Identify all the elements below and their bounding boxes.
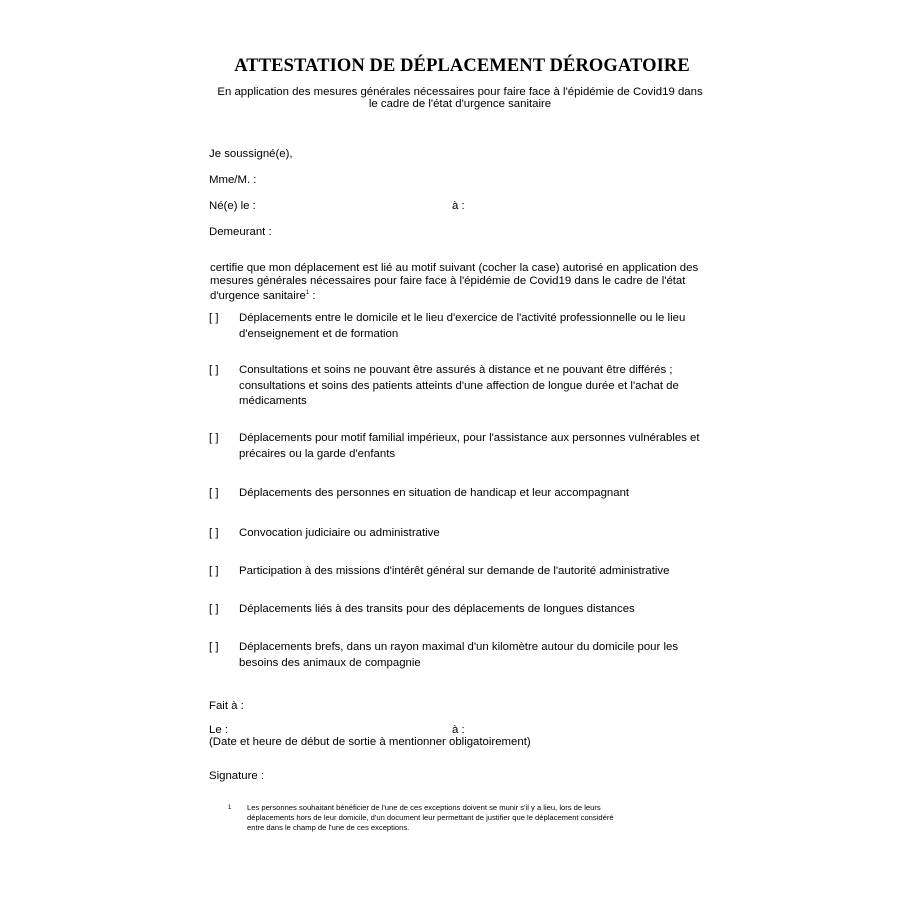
motif-label-line: médicaments	[239, 395, 307, 407]
motif-checkbox[interactable]: [ ]	[209, 603, 219, 615]
certify-line-text: d'urgence sanitaire	[210, 290, 306, 302]
document-title: ATTESTATION DE DÉPLACEMENT DÉROGATOIRE	[234, 56, 690, 76]
footnote-line: Les personnes souhaitant bénéficier de l'une de ces exceptions doivent se munir s'il y a lieu, lors de leurs	[247, 803, 601, 812]
date-field[interactable]: Le :	[209, 724, 228, 736]
certify-line: mesures générales nécessaires pour faire face à l'épidémie de Covid19 dans le cadre de l'état	[210, 274, 686, 287]
motif-label-line: Déplacements liés à des transits pour des déplacements de longues distances	[239, 603, 635, 615]
footnote-reference: 1	[305, 290, 310, 296]
motif-checkbox[interactable]: [ ]	[209, 527, 219, 539]
motif-label-line: Consultations et soins ne pouvant être assurés à distance et ne pouvant être différés ;	[239, 364, 673, 376]
motif-label	[239, 526, 694, 542]
motif-label-line: Participation à des missions d'intérêt général sur demande de l'autorité administrative	[239, 565, 670, 577]
certification-paragraph	[210, 262, 699, 303]
motif-checkbox[interactable]: [ ]	[209, 641, 219, 653]
birth-date-field[interactable]: Né(e) le :	[209, 200, 256, 212]
mme-m-field[interactable]: Mme/M. :	[209, 174, 257, 186]
certify-line: certifie que mon déplacement est lié au motif suivant (cocher la case) autorisé en application des	[210, 262, 699, 274]
motif-label-line: besoins des animaux de compagnie	[239, 656, 421, 669]
motif-label-line: précaires ou la garde d'enfants	[239, 447, 396, 460]
certify-line-end: :	[309, 290, 316, 302]
fait-a-field[interactable]: Fait à :	[209, 700, 244, 712]
footnote-text	[247, 803, 697, 833]
time-field[interactable]: à :	[452, 724, 465, 736]
motif-label	[239, 431, 700, 462]
document-subtitle	[150, 86, 770, 110]
motif-label-line: d'enseignement et de formation	[239, 327, 399, 340]
motif-label-line: Convocation judiciaire ou administrative	[239, 527, 440, 539]
soussigne-label: Je soussigné(e),	[209, 148, 293, 160]
birth-place-field[interactable]: à :	[452, 200, 465, 212]
motif-checkbox[interactable]: [ ]	[209, 364, 219, 376]
footnote-line: déplacements hors de leur domicile, d'un document leur permettant de justifier que le déplacement considéré	[247, 813, 614, 822]
address-field[interactable]: Demeurant :	[209, 226, 272, 238]
motif-label	[239, 311, 694, 342]
certify-line	[210, 287, 690, 303]
motif-checkbox[interactable]: [ ]	[209, 565, 219, 577]
motif-label-line: Déplacements des personnes en situation de handicap et leur accompagnant	[239, 487, 630, 499]
motif-label	[239, 602, 694, 618]
footnote-mark: 1	[228, 805, 232, 811]
motif-label-line: consultations et soins des patients atteints d'une affection de longue durée et l'achat de	[239, 379, 679, 392]
footnote-line: entre dans le champ de l'une de ces exceptions.	[247, 823, 410, 832]
signature-field[interactable]: Signature :	[209, 770, 265, 782]
motif-label	[239, 564, 694, 580]
motif-label-line: Déplacements entre le domicile et le lieu d'exercice de l'activité professionnelle ou le lieu	[239, 312, 686, 324]
motif-checkbox[interactable]: [ ]	[209, 432, 219, 444]
motif-label	[239, 486, 694, 502]
subtitle-line: le cadre de l'état d'urgence sanitaire	[368, 98, 552, 110]
subtitle-line: En application des mesures générales nécessaires pour faire face à l'épidémie de Covid19 dans	[217, 86, 703, 98]
motif-label	[239, 640, 694, 671]
date-note: (Date et heure de début de sortie à mentionner obligatoirement)	[209, 736, 531, 748]
motif-label-line: Déplacements brefs, dans un rayon maximal d'un kilomètre autour du domicile pour les	[239, 641, 679, 653]
motif-label-line: Déplacements pour motif familial impérieux, pour l'assistance aux personnes vulnérables et	[239, 432, 700, 444]
motif-checkbox[interactable]: [ ]	[209, 312, 219, 324]
motif-label	[239, 363, 694, 410]
motif-checkbox[interactable]: [ ]	[209, 487, 219, 499]
